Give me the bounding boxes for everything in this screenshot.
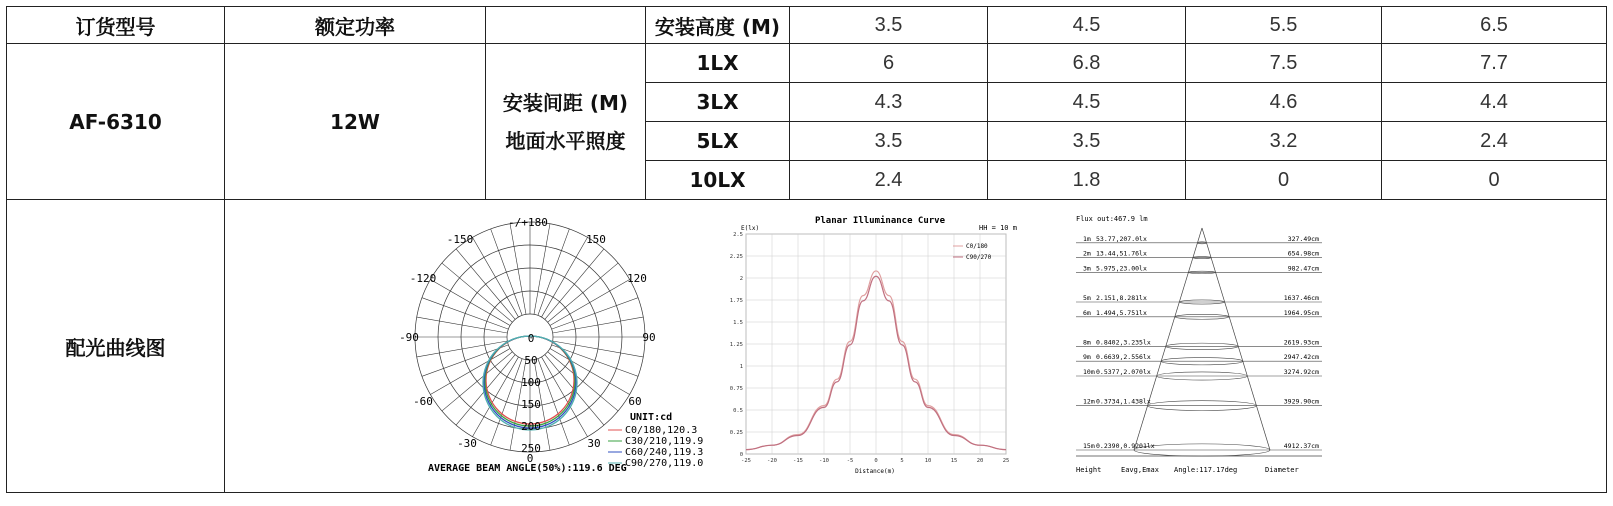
power-value: 12W (225, 44, 486, 200)
angle-label: -60 (413, 394, 433, 408)
radial-label: 250 (521, 441, 541, 455)
cone-illuminance: 0.3734,1.438lx (1096, 397, 1151, 406)
cone-illuminance: 0.5377,2.070lx (1096, 367, 1151, 376)
cone-edge (1202, 228, 1270, 450)
cone-height: 15m (1083, 441, 1095, 450)
x-tick-label: 5 (900, 457, 904, 464)
height-value: 4.5 (988, 7, 1186, 44)
x-tick-label: 0 (874, 457, 878, 464)
y-tick-label: 1.25 (729, 341, 743, 348)
cone-diagram (1076, 215, 1322, 474)
spacing-value: 4.4 (1382, 83, 1607, 122)
cone-illuminance: 0.2390,0.9201lx (1096, 441, 1155, 450)
spacing-value: 6.8 (988, 44, 1186, 83)
power-header: 额定功率 (225, 7, 486, 44)
y-tick-label: 2.5 (733, 231, 743, 238)
chart-ticks (730, 232, 1010, 464)
cone-height: 6m (1083, 308, 1091, 317)
legend-item: C60/240,119.3 (625, 446, 704, 458)
unit-label: UNIT:cd (630, 411, 673, 423)
spacing-value: 1.8 (988, 161, 1186, 200)
x-tick-label: 20 (976, 457, 984, 464)
cone-illuminance: 5.975,23.00lx (1096, 263, 1147, 272)
spacing-value: 4.5 (988, 83, 1186, 122)
polar-spoke (491, 358, 522, 444)
cone-illuminance: 2.151,8.281lx (1096, 293, 1147, 302)
cone-height: 12m (1083, 397, 1095, 406)
cone-diameter: 654.98cm (1287, 249, 1319, 258)
cone-illuminance: 1.494,5.751lx (1096, 308, 1147, 317)
x-tick-label: -20 (767, 457, 777, 464)
y-tick-label: 1.75 (729, 297, 743, 304)
polar-spoke (442, 351, 512, 410)
spacing-value: 7.7 (1382, 44, 1607, 83)
cone-illuminance: 53.77,207.0lx (1096, 234, 1147, 243)
cone-footer-height: Height (1076, 465, 1102, 474)
x-tick-label: 25 (1002, 457, 1010, 464)
cone-height: 1m (1083, 234, 1091, 243)
polar-diagram (399, 216, 703, 474)
y-tick-label: 0 (739, 451, 743, 458)
cone-diameter: 2619.93cm (1283, 337, 1319, 346)
x-tick-label: -25 (741, 457, 751, 464)
spacing-value: 0 (1382, 161, 1607, 200)
lux-label: 5LX (646, 122, 790, 161)
cone-diameter: 3274.92cm (1283, 367, 1319, 376)
illuminance-chart (730, 215, 1017, 475)
x-tick-label: -15 (793, 457, 803, 464)
cone-diameter: 4912.37cm (1283, 441, 1319, 450)
polar-spoke (473, 237, 519, 317)
legend-item: C30/210,119.9 (625, 435, 704, 447)
radial-label: 200 (521, 419, 541, 433)
angle-label: -150 (446, 232, 474, 246)
legend-item: C90/270 (966, 253, 992, 261)
curve-row (7, 200, 1607, 493)
spacing-value: 2.4 (790, 161, 988, 200)
chart-legend (953, 243, 992, 261)
polar-spoke (417, 317, 508, 333)
chart-title: Planar Illuminance Curve (814, 215, 946, 226)
spacing-value: 6 (790, 44, 988, 83)
angle-label: 0 (526, 451, 534, 465)
polar-spoke (442, 263, 512, 322)
cone-diameter: 1964.95cm (1283, 308, 1319, 317)
angle-label: -/+180 (508, 215, 548, 229)
polar-spoke (548, 263, 618, 322)
cone-illuminance: 13.44,51.76lx (1096, 249, 1147, 258)
x-axis-label: Distance(m) (855, 467, 895, 475)
y-tick-label: 2.25 (729, 253, 743, 260)
cone-height: 2m (1083, 249, 1091, 258)
polar-spoke (548, 351, 618, 410)
spacing-label: 安装间距 (M) (502, 90, 629, 115)
angle-label: 120 (627, 271, 647, 285)
y-tick-label: 0.5 (733, 407, 743, 414)
angle-label: 30 (587, 436, 601, 450)
spacing-value: 0 (1186, 161, 1382, 200)
curve-label: 配光曲线图 (7, 200, 225, 493)
lux-label: 1LX (646, 44, 790, 83)
polar-spoke (550, 348, 630, 394)
y-tick-label: 2 (739, 275, 743, 282)
angle-label: 90 (642, 330, 656, 344)
polar-spoke (552, 344, 638, 375)
illuminance-label: 地面水平照度 (505, 128, 626, 153)
polar-spoke (534, 223, 550, 314)
spacing-value: 3.2 (1186, 122, 1382, 161)
figures-cell (225, 200, 1607, 493)
model-value: AF-6310 (7, 44, 225, 200)
y-axis-label: E(lx) (741, 224, 760, 232)
polar-spoke (538, 358, 569, 444)
cone-diameter: 327.49cm (1287, 234, 1319, 243)
cone-diameter: 1637.46cm (1283, 293, 1319, 302)
cone-height: 8m (1083, 337, 1091, 346)
polar-spoke (545, 248, 604, 318)
beam-angle-footer: AVERAGE BEAM ANGLE(50%):119.6 DEG (428, 462, 627, 474)
legend-item: C90/270,119.0 (625, 457, 704, 469)
cone-height: 5m (1083, 293, 1091, 302)
height-header: 安装高度 (M) (646, 7, 790, 44)
angle-label: 60 (628, 394, 642, 408)
cone-diameter: 982.47cm (1287, 263, 1319, 272)
x-tick-label: 10 (924, 457, 932, 464)
cone-footer-eavg: Eavg,Emax (1121, 465, 1159, 474)
polar-spoke (552, 297, 638, 328)
cone-illuminance: 0.8402,3.235lx (1096, 337, 1151, 346)
y-tick-label: 1 (739, 363, 743, 370)
y-tick-label: 0.75 (729, 385, 743, 392)
side-labels (486, 44, 646, 200)
cone-height: 3m (1083, 263, 1091, 272)
cone-footer-diameter: Diameter (1265, 465, 1299, 474)
polar-spoke (550, 279, 630, 325)
model-header: 订货型号 (7, 7, 225, 44)
polar-spoke (422, 297, 508, 328)
spacing-value: 7.5 (1186, 44, 1382, 83)
cone-footer-angle: Angle:117.17deg (1174, 465, 1238, 474)
spacing-value: 3.5 (988, 122, 1186, 161)
angle-label: -30 (457, 436, 477, 450)
chart-note: HH = 10 m (979, 223, 1017, 232)
x-tick-label: -10 (819, 457, 829, 464)
polar-spoke (430, 348, 510, 394)
radial-label: 50 (524, 353, 538, 367)
spacing-value: 3.5 (790, 122, 988, 161)
lux-label: 10LX (646, 161, 790, 200)
figures-svg (225, 201, 1605, 492)
blank-header (486, 7, 646, 44)
height-value: 6.5 (1382, 7, 1607, 44)
header-row (7, 7, 1607, 44)
spacing-value: 4.3 (790, 83, 988, 122)
polar-spoke (422, 344, 508, 375)
cone-height: 9m (1083, 352, 1091, 361)
x-tick-label: -5 (846, 457, 854, 464)
radial-label: 100 (521, 375, 541, 389)
cone-illuminance: 0.6639,2.556lx (1096, 352, 1151, 361)
flux-label: Flux out:467.9 lm (1076, 214, 1148, 223)
cone-diameter: 3929.90cm (1283, 397, 1319, 406)
polar-spoke (430, 279, 510, 325)
y-tick-label: 1.5 (733, 319, 743, 326)
lux-label: 3LX (646, 83, 790, 122)
radial-label: 0 (527, 331, 535, 345)
angle-label: -120 (409, 271, 437, 285)
height-value: 5.5 (1186, 7, 1382, 44)
chart-grid (746, 234, 1006, 454)
x-tick-label: 15 (950, 457, 958, 464)
radial-label: 150 (521, 397, 541, 411)
spacing-value: 2.4 (1382, 122, 1607, 161)
polar-spoke (553, 317, 644, 333)
spacing-value: 4.6 (1186, 83, 1382, 122)
polar-spoke (456, 248, 515, 318)
legend-item: C0/180 (966, 242, 988, 250)
angle-label: -90 (399, 330, 419, 344)
cone-rows (1076, 234, 1322, 455)
polar-spoke (538, 228, 569, 314)
spec-table (6, 6, 1607, 493)
polar-spoke (491, 228, 522, 314)
table-row (7, 44, 1607, 83)
angle-label: 150 (586, 232, 606, 246)
polar-spoke (542, 237, 588, 317)
legend-item: C0/180,120.3 (625, 424, 698, 436)
polar-spoke (510, 223, 526, 314)
height-value: 3.5 (790, 7, 988, 44)
y-tick-label: 0.25 (729, 429, 743, 436)
cone-height: 10m (1083, 367, 1095, 376)
cone-diameter: 2947.42cm (1283, 352, 1319, 361)
